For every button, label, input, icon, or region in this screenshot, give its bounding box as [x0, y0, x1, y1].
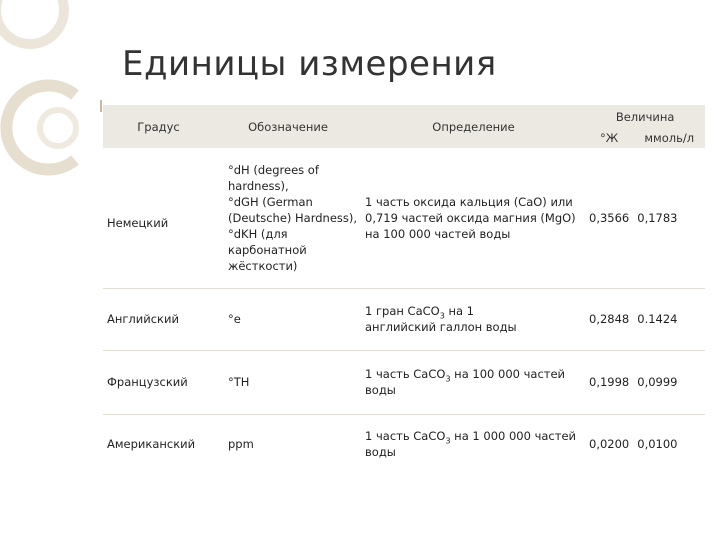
- header-unit-degree: °Ж: [585, 128, 633, 148]
- cell-definition: 1 гран CaCO$_3$ на 1 английский галлон воды: [362, 288, 585, 350]
- cell-definition: 1 часть CaCO$_3$ на 1 000 000 частей воды: [365, 429, 577, 460]
- cell-definition: 1 часть оксида кальция (CaO) или 0,719 частей оксида магния (MgO) на 100 000 частей воды: [362, 148, 585, 288]
- cell-notation: ppm: [228, 437, 254, 452]
- cell-degree: Французский: [103, 350, 214, 414]
- cell-notation: °TH: [214, 350, 362, 414]
- header-unit-mmol: ммоль/л: [633, 128, 705, 148]
- cell-degree: Немецкий: [103, 148, 214, 288]
- header-value: Величина: [585, 105, 705, 128]
- header-degree: Градус: [103, 105, 214, 148]
- title-accent-bar: [100, 100, 102, 112]
- cell-value-mmol: 0,1783: [633, 148, 705, 288]
- table-row: [103, 288, 705, 350]
- header-definition: Определение: [362, 105, 585, 148]
- cell-definition: 1 часть CaCO$_3$ на 100 000 частей воды: [362, 350, 585, 414]
- cell-notation: °e: [214, 288, 362, 350]
- cell-degree: Английский: [103, 288, 214, 350]
- cell-notation: °dH (degrees of hardness), °dGH (German (Deutsche) Hardness), °dKH (для карбонатной жёсткости): [214, 148, 362, 288]
- cell-value-degree: 0,3566: [585, 148, 633, 288]
- cell-value-mmol: 0,0999: [633, 350, 705, 414]
- cell-value-degree: 0,2848: [585, 288, 633, 350]
- hardness-units-table: [103, 105, 705, 474]
- cell-degree: Американский: [107, 437, 196, 452]
- header-notation: Обозначение: [214, 105, 362, 148]
- table-row: [103, 414, 705, 474]
- page-title: Единицы измерения: [122, 44, 497, 84]
- table-row: [103, 148, 705, 288]
- cell-value-mmol: 0,0100: [637, 437, 678, 452]
- cell-value-mmol: 0.1424: [633, 288, 705, 350]
- cell-value-degree: 0,0200: [589, 437, 630, 452]
- cell-value-degree: 0,1998: [585, 350, 633, 414]
- table-row: [103, 350, 705, 414]
